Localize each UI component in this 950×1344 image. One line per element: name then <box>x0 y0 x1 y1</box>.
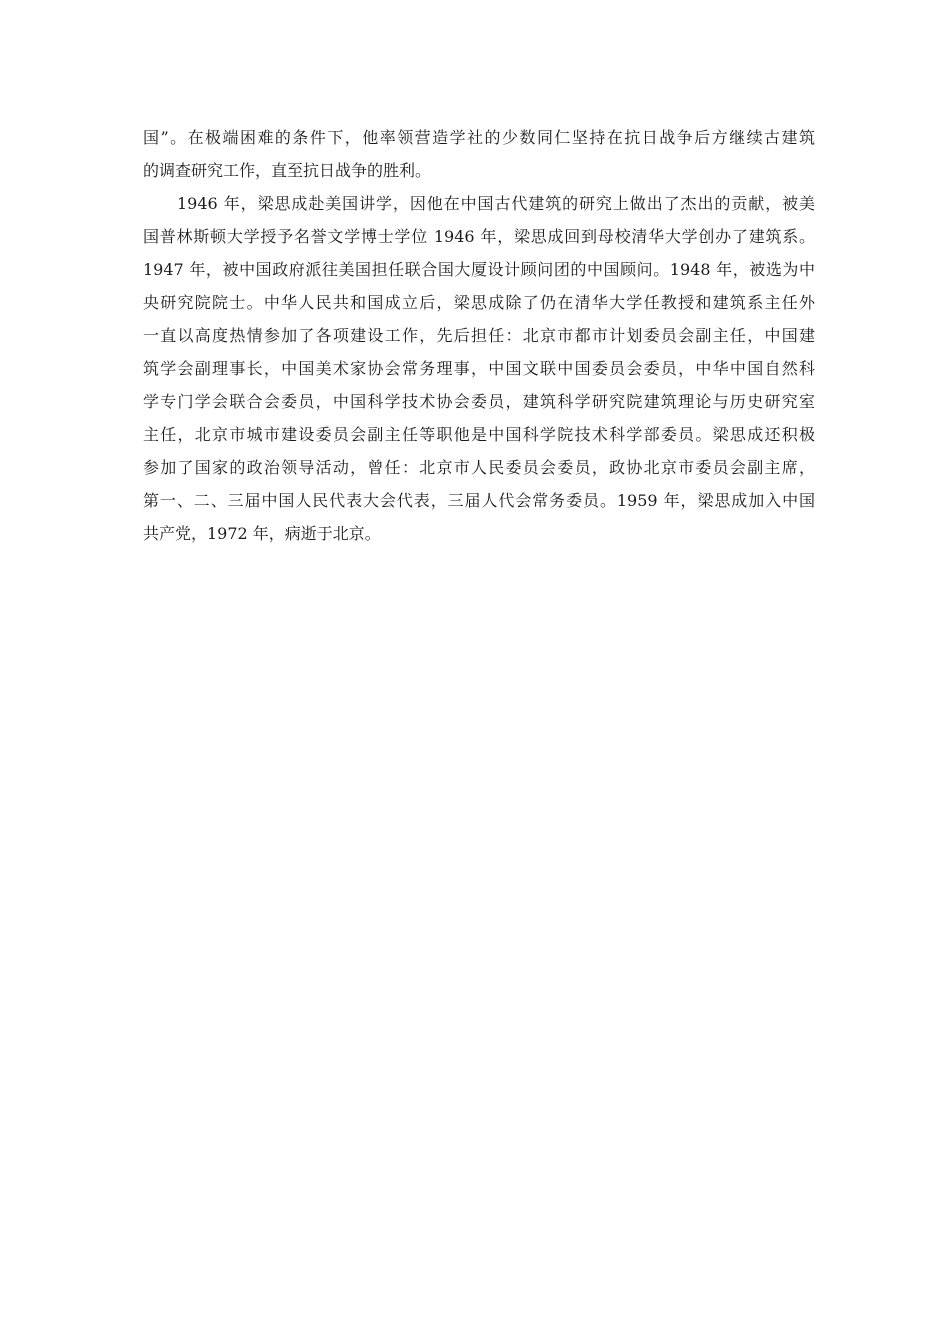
text-line: 主任，北京市城市建设委员会副主任等职他是中国科学院技术科学部委员。梁思成还积极 <box>143 425 815 444</box>
text-line: 1946 年，梁思成赴美国讲学，因他在中国古代建筑的研究上做出了杰出的贡献，被美 <box>177 194 815 213</box>
text-line: 的调查研究工作，直至抗日战争的胜利。 <box>143 161 432 180</box>
paragraph-1 <box>143 121 815 187</box>
paragraph-2 <box>143 187 815 550</box>
text-line: 筑学会副理事长，中国美术家协会常务理事，中国文联中国委员会委员，中华中国自然科 <box>143 359 815 378</box>
text-line: 参加了国家的政治领导活动，曾任：北京市人民委员会委员，政协北京市委员会副主席， <box>143 458 815 477</box>
text-line: 央研究院院士。中华人民共和国成立后，梁思成除了仍在清华大学任教授和建筑系主任外 <box>143 293 815 312</box>
text-line: 第一、二、三届中国人民代表大会代表，三届人代会常务委员。1959 年，梁思成加入中国 <box>143 491 815 510</box>
text-line: 一直以高度热情参加了各项建设工作，先后担任：北京市都市计划委员会副主任，中国建 <box>143 326 815 345</box>
body-text <box>143 121 815 550</box>
text-line: 1947 年，被中国政府派往美国担任联合国大厦设计顾问团的中国顾问。1948 年，被选为中 <box>143 260 815 279</box>
text-line: 共产党，1972 年，病逝于北京。 <box>143 524 381 543</box>
text-line: 国普林斯顿大学授予名誉文学博士学位 1946 年，梁思成回到母校清华大学创办了建筑系。 <box>143 227 815 246</box>
text-line: 学专门学会联合会委员，中国科学技术协会委员，建筑科学研究院建筑理论与历史研究室 <box>143 392 815 411</box>
text-line: 国”。在极端困难的条件下，他率领营造学社的少数同仁坚持在抗日战争后方继续古建筑 <box>143 128 815 147</box>
